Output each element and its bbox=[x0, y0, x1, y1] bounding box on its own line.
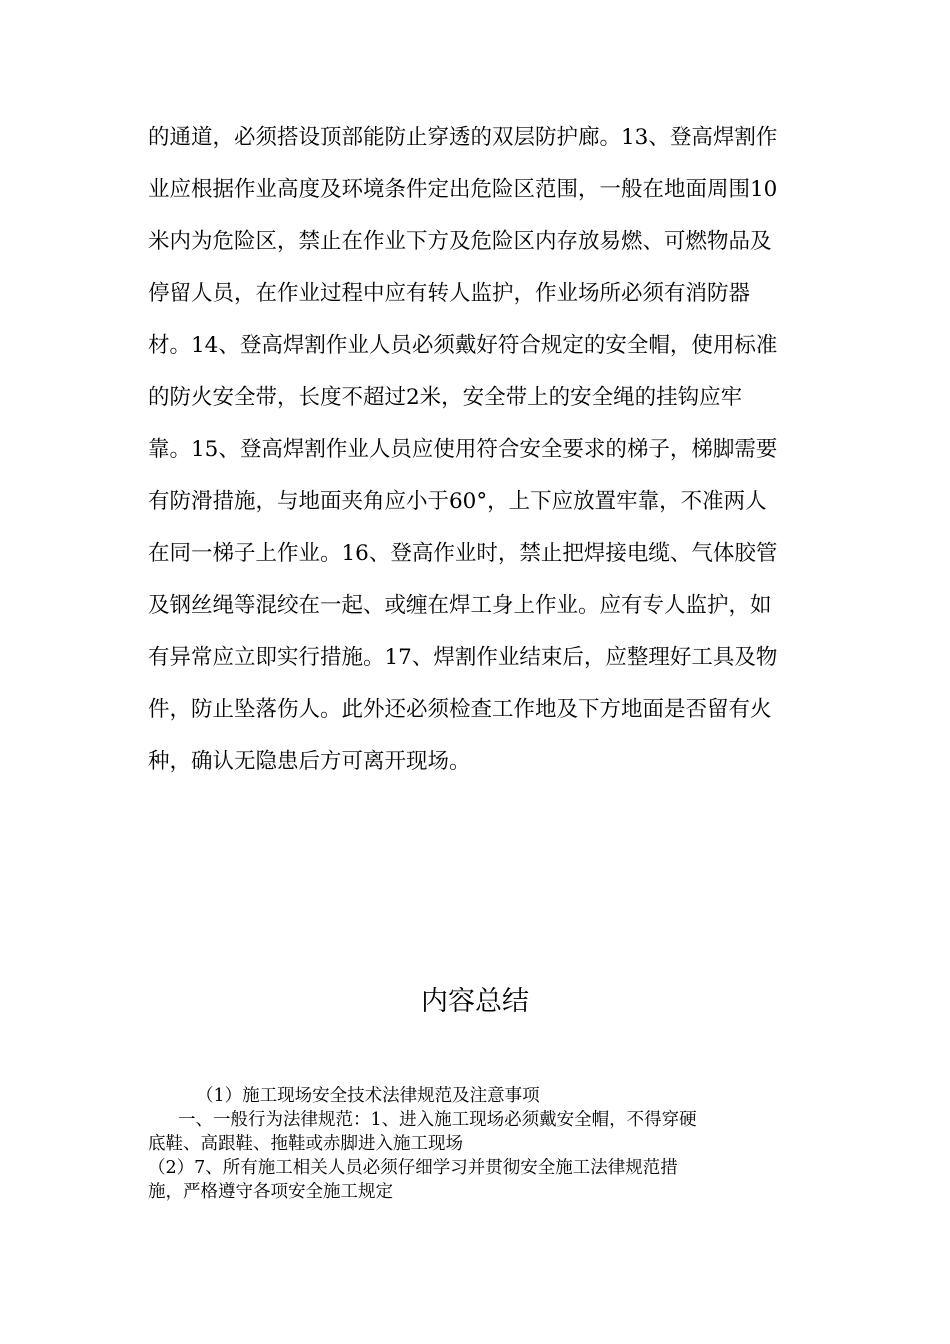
body-line: 的防火安全带，长度不超过2米，安全带上的安全绳的挂钩应牢 bbox=[148, 385, 743, 410]
summary-title: 内容总结 bbox=[421, 986, 529, 1017]
summary-line: （2）7、所有施工相关人员必须仔细学习并贯彻安全施工法律规范措 bbox=[148, 1158, 678, 1178]
body-line: 在同一梯子上作业。16、登高作业时，禁止把焊接电缆、气体胶管 bbox=[148, 541, 778, 566]
body-line: 米内为危险区，禁止在作业下方及危险区内存放易燃、可燃物品及 bbox=[148, 229, 772, 254]
summary-line: 施，严格遵守各项安全施工规定 bbox=[148, 1182, 393, 1202]
body-line: 靠。15、登高焊割作业人员应使用符合安全要求的梯子，梯脚需要 bbox=[148, 437, 778, 462]
summary-line: （1）施工现场安全技术法律规范及注意事项 bbox=[196, 1086, 540, 1106]
body-line: 停留人员，在作业过程中应有转人监护，作业场所必须有消防器 bbox=[148, 281, 751, 306]
body-line: 业应根据作业高度及环境条件定出危险区范围，一般在地面周围10 bbox=[148, 177, 778, 202]
body-line: 件，防止坠落伤人。此外还必须检查工作地及下方地面是否留有火 bbox=[148, 697, 772, 722]
summary-line: 底鞋、高跟鞋、拖鞋或赤脚进入施工现场 bbox=[148, 1134, 463, 1154]
summary-line: 一、一般行为法律规范：1、进入施工现场必须戴安全帽，不得穿硬 bbox=[178, 1110, 697, 1130]
body-line: 有防滑措施，与地面夹角应小于60°，上下应放置牢靠，不准两人 bbox=[148, 489, 767, 514]
summary-section bbox=[148, 1084, 808, 1204]
body-line: 的通道，必须搭设顶部能防止穿透的双层防护廊。13、登高焊割作 bbox=[148, 125, 778, 150]
body-line: 材。14、登高焊割作业人员必须戴好符合规定的安全帽，使用标准 bbox=[148, 333, 778, 358]
body-line: 种，确认无隐患后方可离开现场。 bbox=[148, 749, 471, 774]
body-line: 有异常应立即实行措施。17、焊割作业结束后，应整理好工具及物 bbox=[148, 645, 778, 670]
body-text bbox=[148, 118, 808, 794]
body-line: 及钢丝绳等混绞在一起、或缠在焊工身上作业。应有专人监护，如 bbox=[148, 593, 772, 618]
